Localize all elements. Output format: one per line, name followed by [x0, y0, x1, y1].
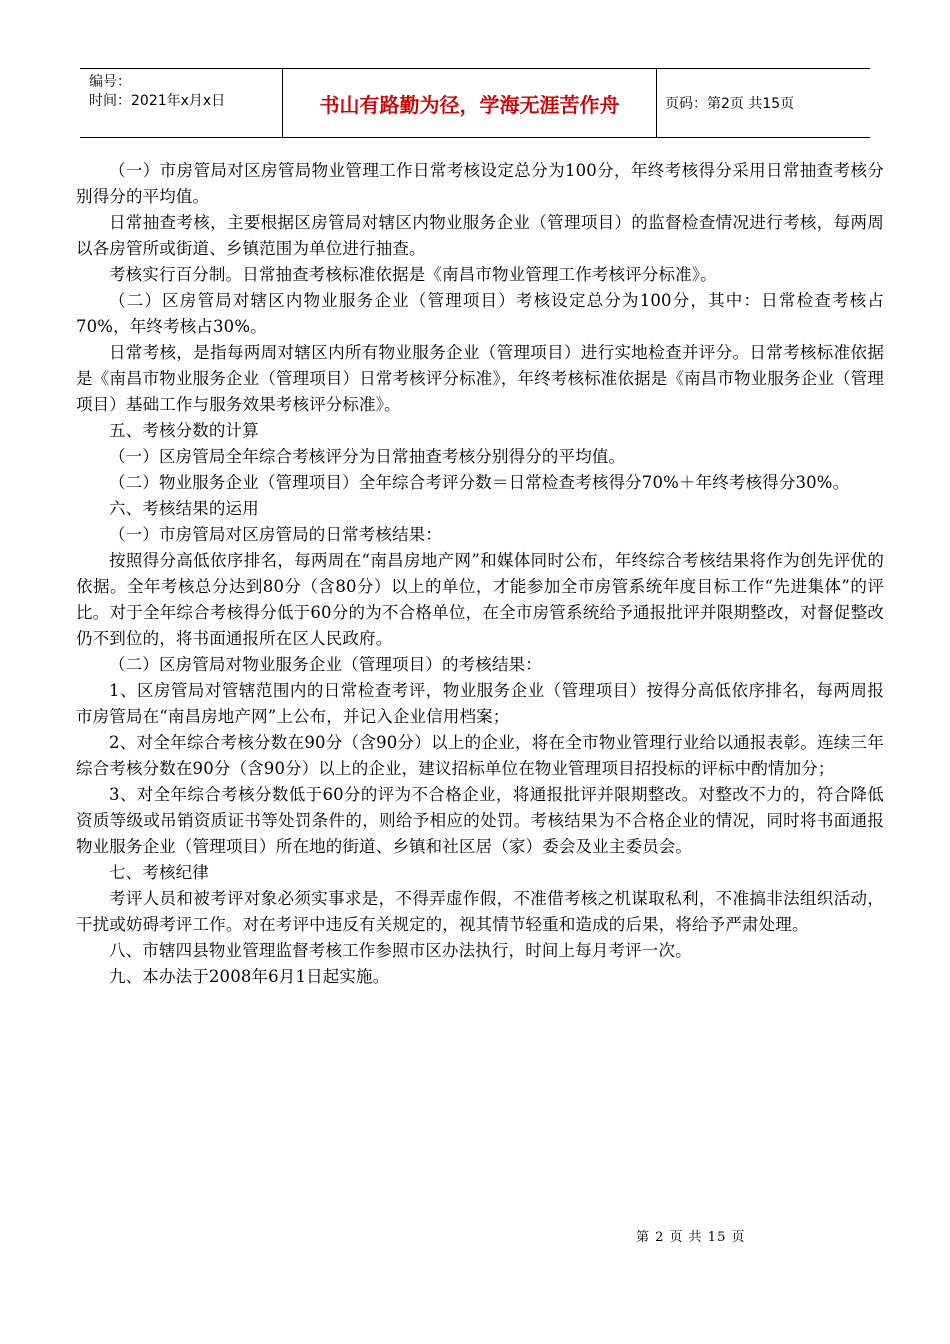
paragraph: （一）市房管局对区房管局物业管理工作日常考核设定总分为100分，年终考核得分采用日常抽查考核分别得分的平均值。 [76, 161, 884, 206]
header-page-number: 页码：第2页 共15页 [665, 96, 795, 112]
paragraph: （二）区房管局对辖区内物业服务企业（管理项目）考核设定总分为100分，其中：日常检查考核占70%，年终考核占30%。 [76, 291, 884, 336]
paragraph: 2、对全年综合考核分数在90分（含90分）以上的企业，将在全市物业管理行业给以通报表彰。连续三年综合考核分数在90分（含90分）以上的企业，建议招标单位在物业管理项目招投标的评标中酌情加分； [76, 733, 884, 778]
paragraph: 1、区房管局对管辖范围内的日常检查考评，物业服务企业（管理项目）按得分高低依序排名，每两周报市房管局在“南昌房地产网”上公布，并记入企业信用档案； [76, 681, 884, 726]
page-header [80, 68, 870, 138]
paragraph: （一）区房管局全年综合考核评分为日常抽查考核分别得分的平均值。 [109, 447, 626, 466]
section-heading: 五、考核分数的计算 [109, 421, 259, 440]
paragraph: （二）物业服务企业（管理项目）全年综合考评分数＝日常检查考核得分70%＋年终考核得分30%。 [109, 473, 850, 492]
paragraph: 考核实行百分制。日常抽查考核标准依据是《南昌市物业管理工作考核评分标准》。 [109, 265, 717, 284]
paragraph: 日常考核，是指每两周对辖区内所有物业服务企业（管理项目）进行实地检查并评分。日常考核标准依据是《南昌市物业服务企业（管理项目）日常考核评分标准》，年终考核标准依据是《南昌市物业服务企业（管理项目）基础工作与服务效果考核评分标准》。 [76, 343, 884, 414]
paragraph: 九、本办法于2008年6月1日起实施。 [109, 967, 390, 986]
paragraph: 考评人员和被考评对象必须实事求是，不得弄虚作假，不准借考核之机谋取私利，不准搞非法组织活动，干扰或妨碍考评工作。对在考评中违反有关规定的，视其情节轻重和造成的后果，将给予严肃处理。 [76, 889, 884, 934]
paragraph: 八、市辖四县物业管理监督考核工作参照市区办法执行，时间上每月考评一次。 [109, 941, 692, 960]
paragraph: （二）区房管局对物业服务企业（管理项目）的考核结果： [109, 655, 542, 674]
paragraph: 按照得分高低依序排名，每两周在“南昌房地产网”和媒体同时公布，年终综合考核结果将作为创先评优的依据。全年考核总分达到80分（含80分）以上的单位，才能参加全市房管系统年度目标工作“先进集体”的评比。对于全年综合考核得分低于60分的为不合格单位，在全市房管系统给予通报批评并限期整改，对督促整改仍不到位的，将书面通报所在区人民政府。 [76, 551, 884, 648]
document-body [76, 158, 884, 990]
paragraph: 3、对全年综合考核分数低于60分的评为不合格企业，将通报批评并限期整改。对整改不力的，符合降低资质等级或吊销资质证书等处罚条件的，则给予相应的处罚。考核结果为不合格企业的情况，同时将书面通报物业服务企业（管理项目）所在地的街道、乡镇和社区居（家）委会及业主委员会。 [76, 785, 884, 856]
document-number-label: 编号： [89, 74, 131, 90]
paragraph: 日常抽查考核，主要根据区房管局对辖区内物业服务企业（管理项目）的监督检查情况进行考核，每两周以各房管所或街道、乡镇范围为单位进行抽查。 [76, 213, 884, 258]
document-time-label: 时间：2021年x月x日 [89, 93, 226, 109]
paragraph: （一）市房管局对区房管局的日常考核结果： [109, 525, 442, 544]
header-motto: 书山有路勤为径，学海无涯苦作舟 [283, 69, 657, 137]
header-meta [80, 69, 283, 137]
section-heading: 六、考核结果的运用 [109, 499, 259, 518]
section-heading: 七、考核纪律 [109, 863, 209, 882]
page-footer: 第 2 页 共 15 页 [636, 1230, 746, 1245]
